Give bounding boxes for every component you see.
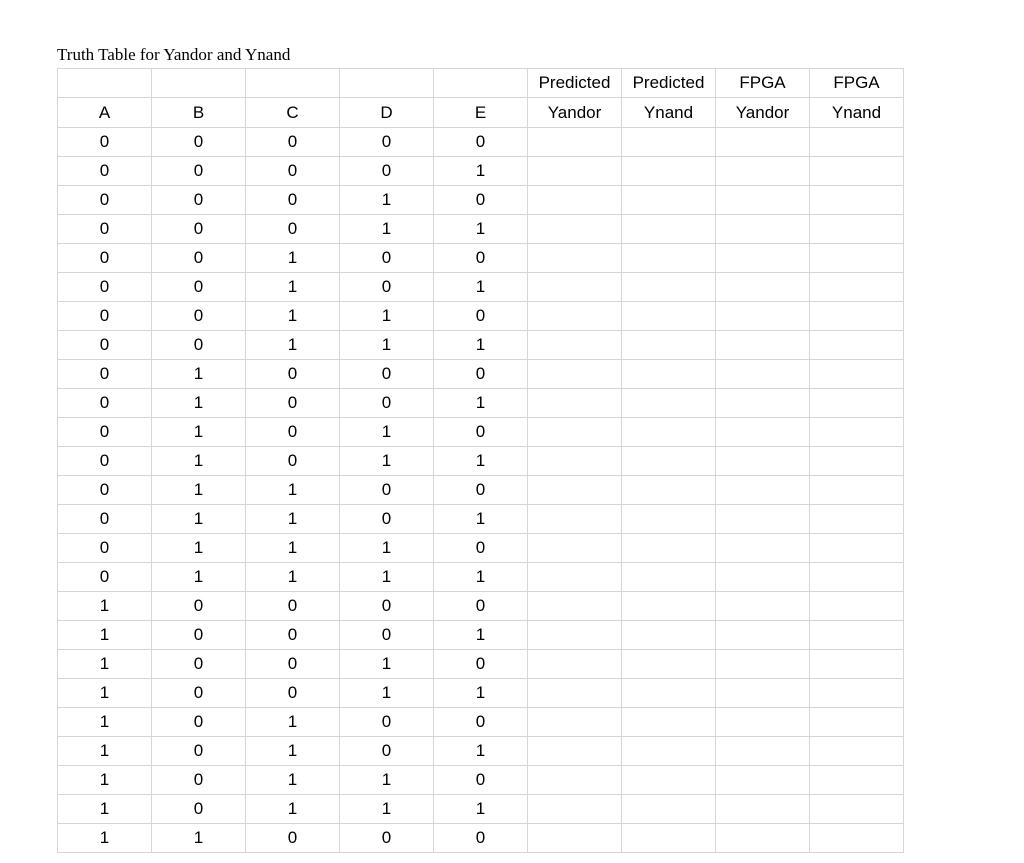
table-cell[interactable]: [528, 650, 622, 679]
table-cell[interactable]: [528, 244, 622, 273]
table-cell[interactable]: 1: [246, 534, 340, 563]
table-cell[interactable]: 0: [340, 128, 434, 157]
table-cell[interactable]: [622, 447, 716, 476]
table-row: [58, 128, 904, 157]
table-cell[interactable]: [716, 795, 810, 824]
table-cell[interactable]: [528, 157, 622, 186]
table-cell[interactable]: FPGA: [716, 69, 810, 98]
table-row: [58, 447, 904, 476]
table-row: [58, 302, 904, 331]
table-cell[interactable]: Predicted: [622, 69, 716, 98]
table-cell[interactable]: 0: [340, 708, 434, 737]
table-cell[interactable]: [716, 563, 810, 592]
table-cell[interactable]: 0: [246, 592, 340, 621]
table-cell[interactable]: [528, 621, 622, 650]
table-cell[interactable]: 1: [152, 534, 246, 563]
table-cell[interactable]: 0: [152, 766, 246, 795]
table-cell[interactable]: 1: [434, 273, 528, 302]
table-cell[interactable]: 1: [340, 679, 434, 708]
table-title: Truth Table for Yandor and Ynand: [57, 45, 291, 64]
table-cell[interactable]: [622, 186, 716, 215]
table-cell[interactable]: 1: [246, 244, 340, 273]
table-cell[interactable]: 1: [58, 679, 152, 708]
table-row: [58, 679, 904, 708]
table-row: [58, 389, 904, 418]
table-cell[interactable]: FPGA: [810, 69, 904, 98]
table-cell[interactable]: [58, 69, 152, 98]
table-cell[interactable]: 1: [152, 824, 246, 853]
table-cell[interactable]: [810, 737, 904, 766]
table-cell[interactable]: [622, 737, 716, 766]
table-row: [58, 505, 904, 534]
table-cell[interactable]: [528, 331, 622, 360]
table-cell[interactable]: 0: [434, 824, 528, 853]
table-cell[interactable]: [810, 157, 904, 186]
table-cell[interactable]: 0: [246, 824, 340, 853]
table-cell[interactable]: A: [58, 98, 152, 128]
table-cell[interactable]: [622, 273, 716, 302]
table-cell[interactable]: 1: [152, 447, 246, 476]
table-cell[interactable]: 0: [246, 418, 340, 447]
table-cell[interactable]: 0: [152, 273, 246, 302]
table-cell[interactable]: 0: [340, 824, 434, 853]
table-cell[interactable]: [622, 128, 716, 157]
table-cell[interactable]: 1: [152, 563, 246, 592]
table-cell[interactable]: 0: [434, 534, 528, 563]
table-cell[interactable]: 0: [152, 157, 246, 186]
table-cell[interactable]: 1: [340, 418, 434, 447]
table-cell[interactable]: Yandor: [716, 98, 810, 128]
table-cell[interactable]: [528, 360, 622, 389]
table-cell[interactable]: [528, 824, 622, 853]
table-cell[interactable]: 1: [340, 795, 434, 824]
table-cell[interactable]: 0: [152, 302, 246, 331]
table-cell[interactable]: 0: [340, 389, 434, 418]
table-cell[interactable]: 1: [340, 650, 434, 679]
table-cell[interactable]: [528, 708, 622, 737]
table-cell[interactable]: [716, 302, 810, 331]
table-cell[interactable]: [716, 447, 810, 476]
table-cell[interactable]: [622, 360, 716, 389]
table-cell[interactable]: [622, 215, 716, 244]
table-cell[interactable]: 1: [434, 563, 528, 592]
table-cell[interactable]: [528, 505, 622, 534]
table-cell[interactable]: [810, 186, 904, 215]
table-cell[interactable]: [152, 69, 246, 98]
table-cell[interactable]: [716, 708, 810, 737]
table-cell[interactable]: 1: [58, 766, 152, 795]
table-cell[interactable]: [810, 621, 904, 650]
table-cell[interactable]: [528, 737, 622, 766]
table-cell[interactable]: 0: [58, 447, 152, 476]
table-cell[interactable]: 0: [58, 331, 152, 360]
table-cell[interactable]: [810, 273, 904, 302]
table-row: [58, 766, 904, 795]
table-cell[interactable]: [810, 592, 904, 621]
table-cell[interactable]: 1: [246, 331, 340, 360]
table-cell[interactable]: 1: [58, 621, 152, 650]
table-cell[interactable]: 0: [152, 679, 246, 708]
table-cell[interactable]: 0: [434, 360, 528, 389]
table-row: [58, 824, 904, 853]
table-cell[interactable]: 0: [58, 563, 152, 592]
table-cell[interactable]: 1: [340, 766, 434, 795]
table-cell[interactable]: 0: [152, 592, 246, 621]
table-row: [58, 795, 904, 824]
table-cell[interactable]: 1: [246, 302, 340, 331]
table-cell[interactable]: 1: [58, 824, 152, 853]
table-cell[interactable]: 1: [434, 737, 528, 766]
table-cell[interactable]: 1: [246, 505, 340, 534]
table-cell[interactable]: [528, 592, 622, 621]
table-row: [58, 244, 904, 273]
table-cell[interactable]: 0: [58, 418, 152, 447]
table-row: [58, 621, 904, 650]
table-cell[interactable]: 1: [152, 505, 246, 534]
table-cell[interactable]: [716, 273, 810, 302]
table-cell[interactable]: 1: [434, 795, 528, 824]
table-cell[interactable]: 1: [340, 563, 434, 592]
table-cell[interactable]: [528, 476, 622, 505]
table-cell[interactable]: [716, 592, 810, 621]
table-row: [58, 186, 904, 215]
table-cell[interactable]: [528, 215, 622, 244]
table-cell[interactable]: [434, 69, 528, 98]
table-cell[interactable]: 1: [152, 476, 246, 505]
table-cell[interactable]: 1: [434, 389, 528, 418]
table-cell[interactable]: C: [246, 98, 340, 128]
table-cell[interactable]: 0: [246, 128, 340, 157]
table-cell[interactable]: [810, 360, 904, 389]
table-cell[interactable]: [716, 679, 810, 708]
table-cell[interactable]: Predicted: [528, 69, 622, 98]
table-cell[interactable]: 0: [434, 592, 528, 621]
table-cell[interactable]: [622, 650, 716, 679]
table-cell[interactable]: 0: [246, 360, 340, 389]
table-cell[interactable]: [622, 679, 716, 708]
table-cell[interactable]: [810, 563, 904, 592]
table-cell[interactable]: 0: [152, 128, 246, 157]
table-cell[interactable]: [622, 621, 716, 650]
table-cell[interactable]: 1: [152, 360, 246, 389]
table-cell[interactable]: D: [340, 98, 434, 128]
table-cell[interactable]: [622, 534, 716, 563]
table-cell[interactable]: 1: [152, 389, 246, 418]
table-cell[interactable]: 1: [246, 795, 340, 824]
table-cell[interactable]: [810, 215, 904, 244]
table-cell[interactable]: 0: [340, 157, 434, 186]
table-cell[interactable]: [810, 650, 904, 679]
table-cell[interactable]: [716, 505, 810, 534]
table-cell[interactable]: 1: [434, 331, 528, 360]
table-cell[interactable]: 1: [58, 650, 152, 679]
table-cell[interactable]: [340, 69, 434, 98]
table-cell[interactable]: Ynand: [622, 98, 716, 128]
truth-table: [57, 68, 904, 853]
truth-table-body: [58, 69, 904, 853]
table-row: [58, 650, 904, 679]
table-cell[interactable]: [810, 418, 904, 447]
table-cell[interactable]: 0: [58, 389, 152, 418]
table-cell[interactable]: 0: [434, 766, 528, 795]
table-row: [58, 157, 904, 186]
table-cell[interactable]: [622, 592, 716, 621]
table-cell[interactable]: 0: [246, 447, 340, 476]
header-row-top: [58, 69, 904, 98]
table-cell[interactable]: [810, 534, 904, 563]
table-cell[interactable]: [528, 418, 622, 447]
table-cell[interactable]: 1: [340, 215, 434, 244]
table-cell[interactable]: 0: [340, 592, 434, 621]
table-cell[interactable]: [810, 824, 904, 853]
table-cell[interactable]: [528, 389, 622, 418]
table-row: [58, 534, 904, 563]
table-row: [58, 418, 904, 447]
table-cell[interactable]: [810, 795, 904, 824]
table-cell[interactable]: 0: [434, 186, 528, 215]
table-cell[interactable]: 0: [434, 302, 528, 331]
table-cell[interactable]: [810, 302, 904, 331]
table-cell[interactable]: [622, 766, 716, 795]
table-cell[interactable]: [622, 389, 716, 418]
table-cell[interactable]: 1: [246, 273, 340, 302]
table-cell[interactable]: 0: [246, 650, 340, 679]
table-cell[interactable]: [716, 215, 810, 244]
table-cell[interactable]: [716, 476, 810, 505]
table-cell[interactable]: 1: [58, 737, 152, 766]
table-cell[interactable]: B: [152, 98, 246, 128]
table-cell[interactable]: [716, 766, 810, 795]
table-cell[interactable]: [810, 766, 904, 795]
table-cell[interactable]: 0: [152, 186, 246, 215]
table-cell[interactable]: 0: [340, 273, 434, 302]
table-cell[interactable]: [810, 708, 904, 737]
table-cell[interactable]: [528, 273, 622, 302]
table-cell[interactable]: 0: [152, 621, 246, 650]
table-cell[interactable]: 0: [434, 708, 528, 737]
table-cell[interactable]: 0: [58, 215, 152, 244]
table-row: [58, 215, 904, 244]
table-cell[interactable]: 0: [434, 244, 528, 273]
table-cell[interactable]: 0: [246, 157, 340, 186]
table-cell[interactable]: [810, 505, 904, 534]
table-cell[interactable]: [716, 534, 810, 563]
table-cell[interactable]: 0: [246, 215, 340, 244]
table-cell[interactable]: Ynand: [810, 98, 904, 128]
table-cell[interactable]: [246, 69, 340, 98]
table-cell[interactable]: 0: [434, 650, 528, 679]
table-cell[interactable]: [528, 302, 622, 331]
table-cell[interactable]: 0: [246, 186, 340, 215]
table-cell[interactable]: 1: [434, 215, 528, 244]
table-cell[interactable]: 1: [246, 766, 340, 795]
table-cell[interactable]: 0: [58, 244, 152, 273]
table-cell[interactable]: 1: [340, 186, 434, 215]
table-cell[interactable]: 0: [58, 302, 152, 331]
table-cell[interactable]: [528, 534, 622, 563]
table-cell[interactable]: 1: [152, 418, 246, 447]
table-cell[interactable]: [622, 563, 716, 592]
table-cell[interactable]: 0: [152, 795, 246, 824]
table-row: [58, 331, 904, 360]
table-cell[interactable]: 0: [152, 331, 246, 360]
table-cell[interactable]: 0: [340, 505, 434, 534]
table-cell[interactable]: 0: [152, 215, 246, 244]
table-cell[interactable]: [810, 128, 904, 157]
table-cell[interactable]: 0: [340, 476, 434, 505]
table-cell[interactable]: 0: [246, 389, 340, 418]
table-cell[interactable]: 1: [340, 331, 434, 360]
table-cell[interactable]: Yandor: [528, 98, 622, 128]
table-cell[interactable]: 0: [246, 679, 340, 708]
table-cell[interactable]: [716, 186, 810, 215]
table-cell[interactable]: 1: [434, 621, 528, 650]
table-cell[interactable]: [528, 563, 622, 592]
table-cell[interactable]: 1: [58, 795, 152, 824]
table-cell[interactable]: 1: [434, 447, 528, 476]
table-cell[interactable]: 0: [434, 128, 528, 157]
table-cell[interactable]: 0: [58, 186, 152, 215]
table-cell[interactable]: 1: [434, 157, 528, 186]
table-row: [58, 273, 904, 302]
table-cell[interactable]: 1: [434, 679, 528, 708]
table-cell[interactable]: [716, 737, 810, 766]
table-cell[interactable]: 0: [58, 534, 152, 563]
table-cell[interactable]: [622, 505, 716, 534]
table-cell[interactable]: [622, 824, 716, 853]
table-cell[interactable]: E: [434, 98, 528, 128]
table-cell[interactable]: [622, 244, 716, 273]
table-cell[interactable]: [716, 360, 810, 389]
table-cell[interactable]: 1: [340, 534, 434, 563]
table-cell[interactable]: [622, 302, 716, 331]
table-cell[interactable]: 1: [246, 476, 340, 505]
table-cell[interactable]: 0: [340, 737, 434, 766]
table-cell[interactable]: 0: [152, 244, 246, 273]
table-cell[interactable]: [622, 708, 716, 737]
table-cell[interactable]: 1: [246, 563, 340, 592]
table-row: [58, 563, 904, 592]
table-cell[interactable]: [622, 157, 716, 186]
table-cell[interactable]: [716, 621, 810, 650]
table-cell[interactable]: [622, 476, 716, 505]
header-row-bottom: [58, 98, 904, 128]
table-cell[interactable]: 0: [58, 476, 152, 505]
table-cell[interactable]: [622, 795, 716, 824]
table-cell[interactable]: 0: [58, 157, 152, 186]
table-cell[interactable]: 0: [58, 505, 152, 534]
table-cell[interactable]: [528, 186, 622, 215]
table-cell[interactable]: 0: [434, 476, 528, 505]
table-cell[interactable]: 1: [434, 505, 528, 534]
table-cell[interactable]: [528, 679, 622, 708]
table-row: [58, 476, 904, 505]
table-row: [58, 360, 904, 389]
table-row: [58, 737, 904, 766]
table-cell[interactable]: [716, 244, 810, 273]
table-cell[interactable]: [716, 824, 810, 853]
table-row: [58, 708, 904, 737]
table-cell[interactable]: 0: [340, 244, 434, 273]
table-cell[interactable]: [716, 389, 810, 418]
table-cell[interactable]: 0: [152, 708, 246, 737]
table-cell[interactable]: [716, 157, 810, 186]
table-cell[interactable]: 0: [152, 737, 246, 766]
table-cell[interactable]: [528, 795, 622, 824]
table-cell[interactable]: 1: [340, 447, 434, 476]
table-cell[interactable]: 0: [58, 273, 152, 302]
table-cell[interactable]: [810, 447, 904, 476]
table-cell[interactable]: 0: [246, 621, 340, 650]
table-cell[interactable]: 1: [58, 708, 152, 737]
table-cell[interactable]: [716, 650, 810, 679]
table-cell[interactable]: [528, 766, 622, 795]
table-cell[interactable]: 1: [246, 737, 340, 766]
table-cell[interactable]: [716, 128, 810, 157]
table-cell[interactable]: 0: [434, 418, 528, 447]
table-cell[interactable]: [528, 447, 622, 476]
table-cell[interactable]: 1: [340, 302, 434, 331]
table-cell[interactable]: [810, 389, 904, 418]
table-cell[interactable]: 1: [58, 592, 152, 621]
table-cell[interactable]: 0: [340, 360, 434, 389]
table-cell[interactable]: [528, 128, 622, 157]
table-cell[interactable]: [622, 418, 716, 447]
table-cell[interactable]: [810, 679, 904, 708]
table-cell[interactable]: [622, 331, 716, 360]
table-cell[interactable]: 0: [340, 621, 434, 650]
table-row: [58, 592, 904, 621]
table-cell[interactable]: 0: [152, 650, 246, 679]
table-cell[interactable]: 0: [58, 360, 152, 389]
table-cell[interactable]: [810, 244, 904, 273]
table-cell[interactable]: 0: [58, 128, 152, 157]
table-cell[interactable]: [810, 331, 904, 360]
table-cell[interactable]: [810, 476, 904, 505]
table-cell[interactable]: [716, 418, 810, 447]
table-cell[interactable]: 1: [246, 708, 340, 737]
table-cell[interactable]: [716, 331, 810, 360]
